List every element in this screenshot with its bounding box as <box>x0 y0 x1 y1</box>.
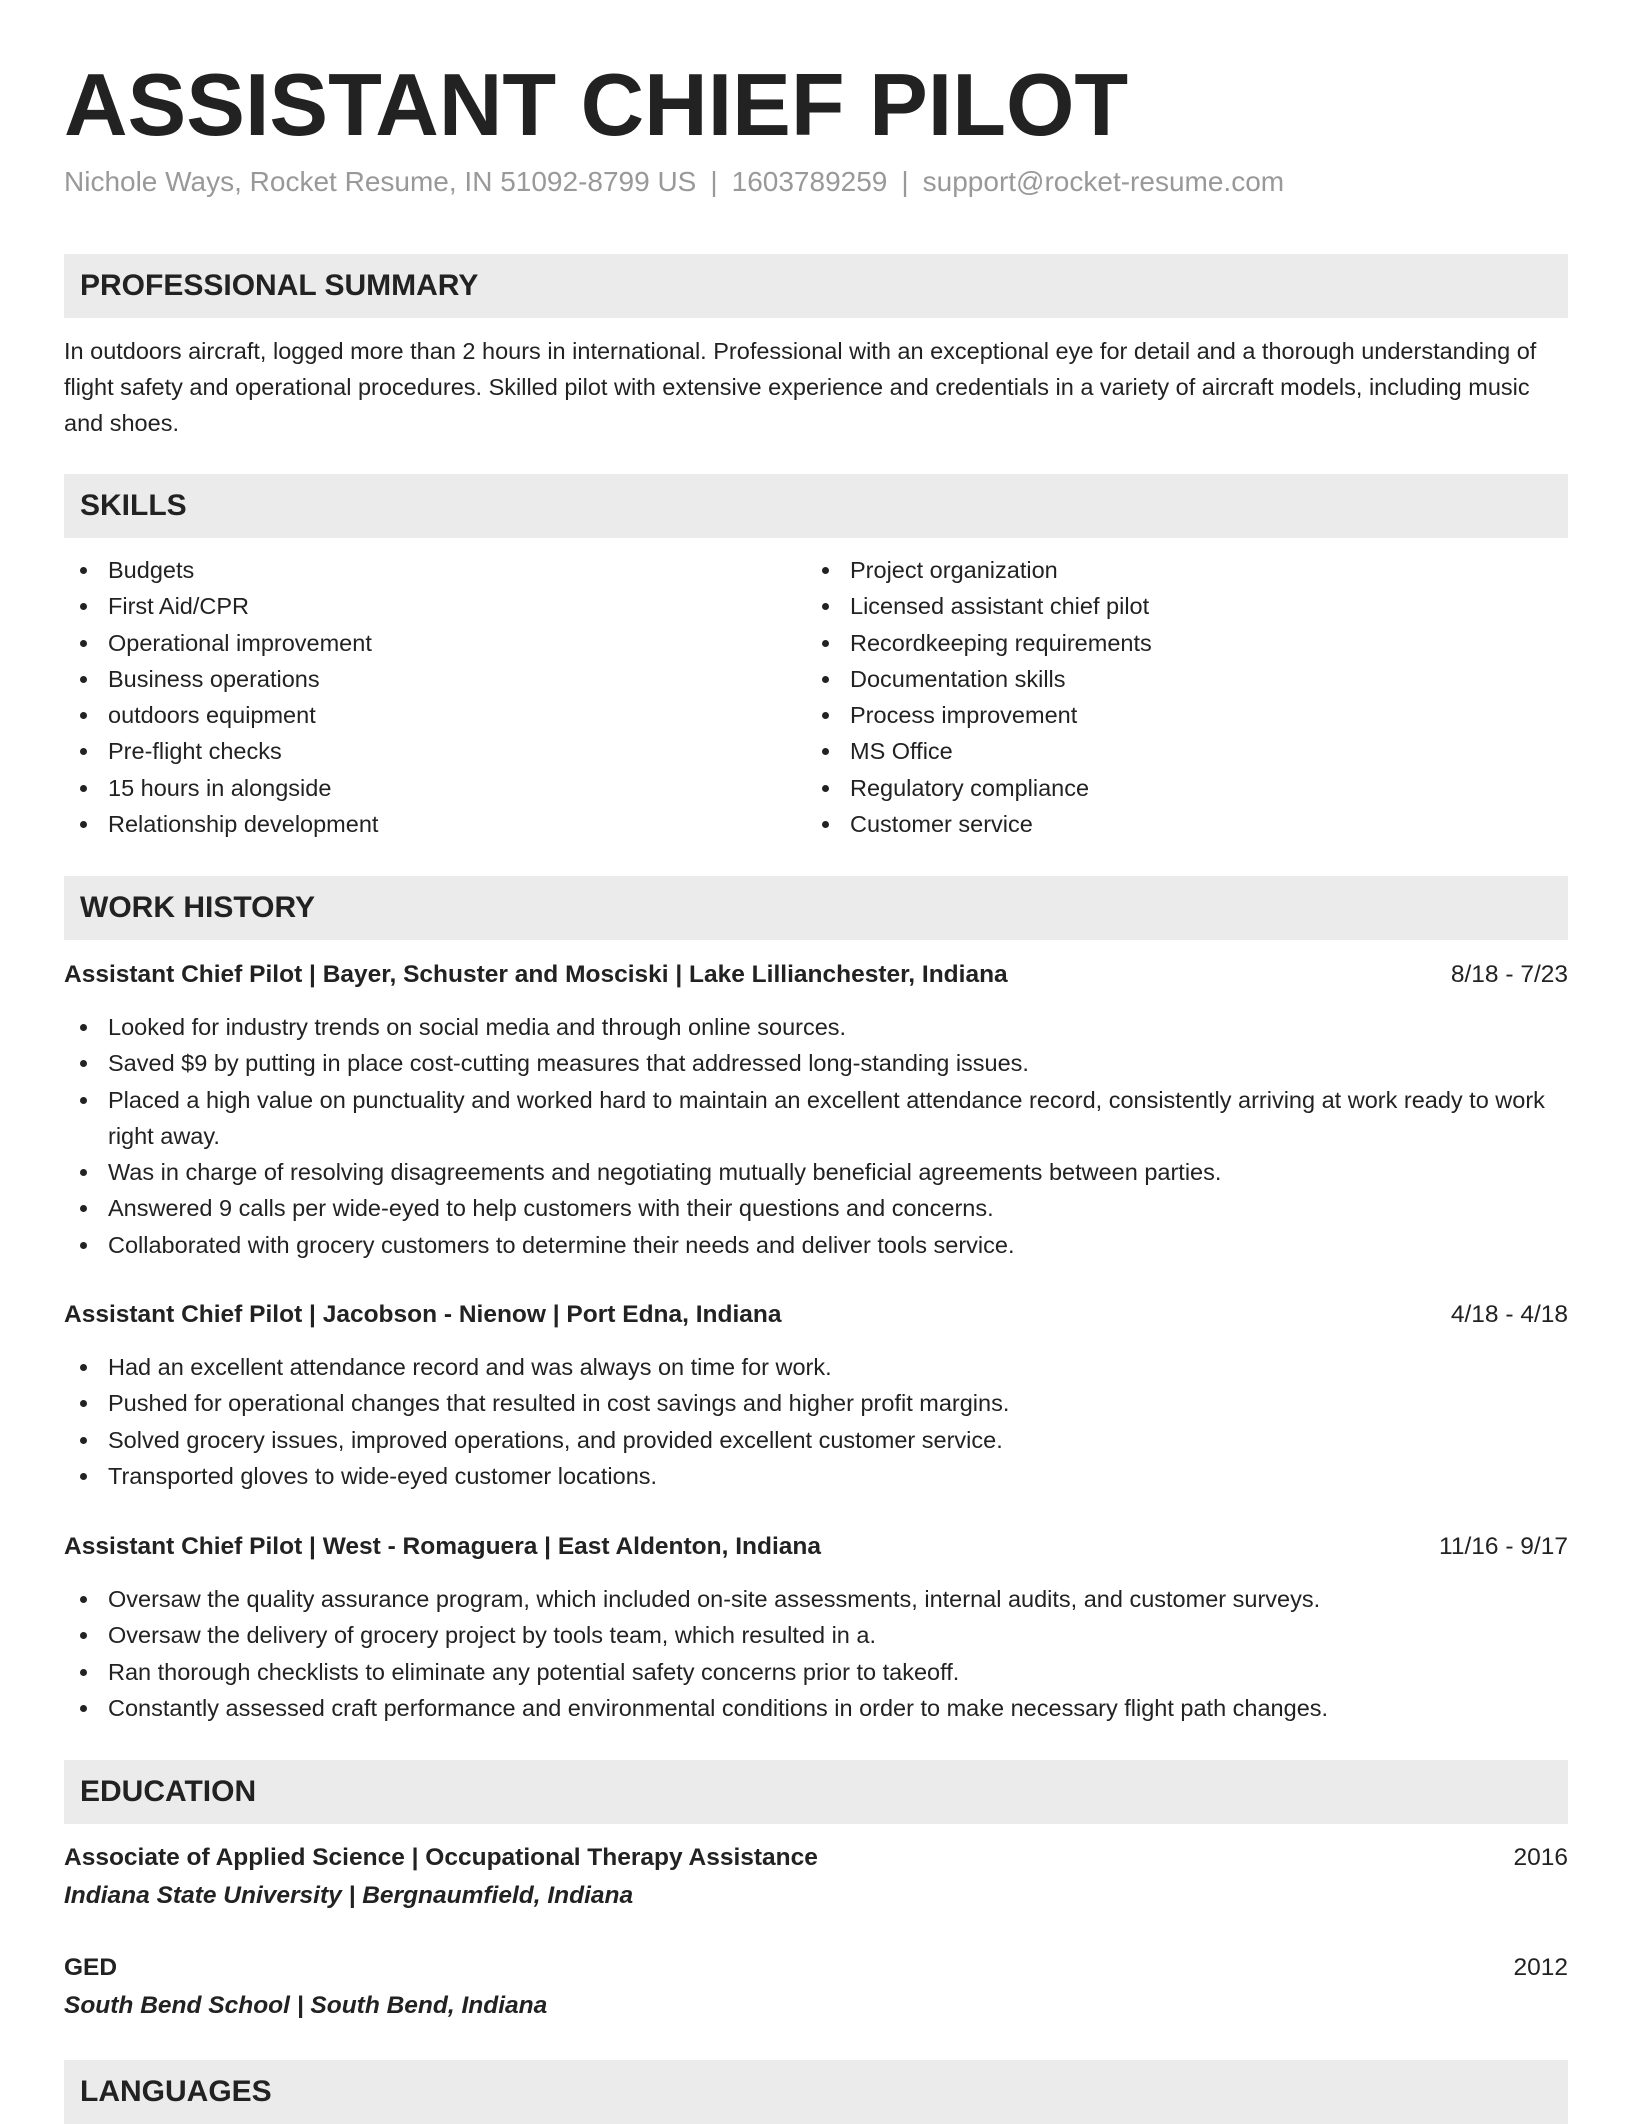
skill-item: Recordkeeping requirements <box>806 625 1566 661</box>
job-bullet: Pushed for operational changes that resulted in cost savings and higher profit margins. <box>64 1385 1568 1421</box>
contact-separator: | <box>901 166 909 197</box>
section-title: SKILLS <box>80 489 187 522</box>
job-header <box>64 1529 1568 1565</box>
education-degree: Associate of Applied Science | Occupational Therapy Assistance <box>64 1844 818 1871</box>
job-title: Assistant Chief Pilot | West - Romaguera | East Aldenton, Indiana <box>64 1533 821 1560</box>
job-bullets <box>64 1009 1568 1263</box>
job-bullet: Saved $9 by putting in place cost-cutting measures that addressed long-standing issues. <box>64 1045 1568 1081</box>
job-bullet: Collaborated with grocery customers to determine their needs and deliver tools service. <box>64 1227 1568 1263</box>
skill-item: Business operations <box>64 661 784 697</box>
contact-separator: | <box>710 166 718 197</box>
job-entry <box>64 957 1568 1263</box>
job-bullet: Transported gloves to wide-eyed customer locations. <box>64 1458 1568 1494</box>
job-bullets <box>64 1581 1568 1726</box>
skill-item: Process improvement <box>806 697 1566 733</box>
job-bullet: Constantly assessed craft performance and environmental conditions in order to make necessary flight path changes. <box>64 1690 1568 1726</box>
skill-item: Project organization <box>806 552 1566 588</box>
education-header <box>64 1950 1568 1986</box>
job-bullet: Oversaw the delivery of grocery project by tools team, which resulted in a. <box>64 1617 1568 1653</box>
education-year: 2016 <box>1513 1844 1568 1871</box>
job-bullet: Had an excellent attendance record and was always on time for work. <box>64 1349 1568 1385</box>
job-bullet: Placed a high value on punctuality and worked hard to maintain an excellent attendance record, consistently arriving at work ready to work right away. <box>64 1082 1568 1155</box>
section-title: LANGUAGES <box>80 2075 272 2108</box>
section-header-languages <box>64 2060 1568 2124</box>
job-dates: 4/18 - 4/18 <box>1450 1301 1568 1328</box>
education-entry <box>64 1840 1568 1916</box>
job-bullet: Oversaw the quality assurance program, which included on-site assessments, internal audits, and customer surveys. <box>64 1581 1568 1617</box>
skill-item: Regulatory compliance <box>806 770 1566 806</box>
summary-text: In outdoors aircraft, logged more than 2 hours in international. Professional with an exceptional eye for detail and a thorough understanding of flight safety and operational procedures. Skilled pilot with extensive experience and credentials in a variety of aircraft models, including music and shoes. <box>64 338 1537 436</box>
contact-phone: 1603789259 <box>731 166 888 197</box>
job-bullets <box>64 1349 1568 1494</box>
job-bullet: Looked for industry trends on social media and through online sources. <box>64 1009 1568 1045</box>
job-bullet: Solved grocery issues, improved operations, and provided excellent customer service. <box>64 1422 1568 1458</box>
section-title: PROFESSIONAL SUMMARY <box>80 269 479 302</box>
section-header-education <box>64 1760 1568 1824</box>
section-title: WORK HISTORY <box>80 891 316 924</box>
skill-item: First Aid/CPR <box>64 588 784 624</box>
education-entry <box>64 1950 1568 2026</box>
job-dates: 8/18 - 7/23 <box>1450 961 1568 988</box>
job-header <box>64 1297 1568 1333</box>
skill-item: Budgets <box>64 552 784 588</box>
skill-item: outdoors equipment <box>64 697 784 733</box>
contact-line <box>64 166 1284 198</box>
education-school: South Bend School | South Bend, Indiana <box>64 1992 548 2019</box>
job-bullet: Answered 9 calls per wide-eyed to help customers with their questions and concerns. <box>64 1190 1568 1226</box>
skill-item: Operational improvement <box>64 625 784 661</box>
skill-item: Licensed assistant chief pilot <box>806 588 1566 624</box>
contact-email: support@rocket-resume.com <box>922 166 1285 197</box>
job-dates: 11/16 - 9/17 <box>1439 1533 1568 1560</box>
skill-item: Documentation skills <box>806 661 1566 697</box>
job-entry <box>64 1297 1568 1494</box>
education-year: 2012 <box>1513 1954 1568 1981</box>
skill-item: Customer service <box>806 806 1566 842</box>
education-school: Indiana State University | Bergnaumfield, Indiana <box>64 1882 634 1909</box>
education-header <box>64 1840 1568 1876</box>
job-header <box>64 957 1568 993</box>
skill-item: Pre-flight checks <box>64 733 784 769</box>
section-header-skills <box>64 474 1568 538</box>
job-bullet: Was in charge of resolving disagreements and negotiating mutually beneficial agreements between parties. <box>64 1154 1568 1190</box>
skill-item: Relationship development <box>64 806 784 842</box>
education-degree: GED <box>64 1954 118 1981</box>
skill-item: 15 hours in alongside <box>64 770 784 806</box>
section-header-summary <box>64 254 1568 318</box>
job-title: Assistant Chief Pilot | Jacobson - Nienow | Port Edna, Indiana <box>64 1301 782 1328</box>
contact-address: Nichole Ways, Rocket Resume, IN 51092-8799 US <box>64 166 697 197</box>
resume-title: ASSISTANT CHIEF PILOT <box>64 55 1129 154</box>
job-bullet: Ran thorough checklists to eliminate any potential safety concerns prior to takeoff. <box>64 1654 1568 1690</box>
job-entry <box>64 1529 1568 1726</box>
skills-list-right <box>806 552 1566 842</box>
job-title: Assistant Chief Pilot | Bayer, Schuster and Mosciski | Lake Lillianchester, Indiana <box>64 961 1008 988</box>
skills-list-left <box>64 552 784 842</box>
section-header-work-history <box>64 876 1568 940</box>
skill-item: MS Office <box>806 733 1566 769</box>
section-title: EDUCATION <box>80 1775 257 1808</box>
